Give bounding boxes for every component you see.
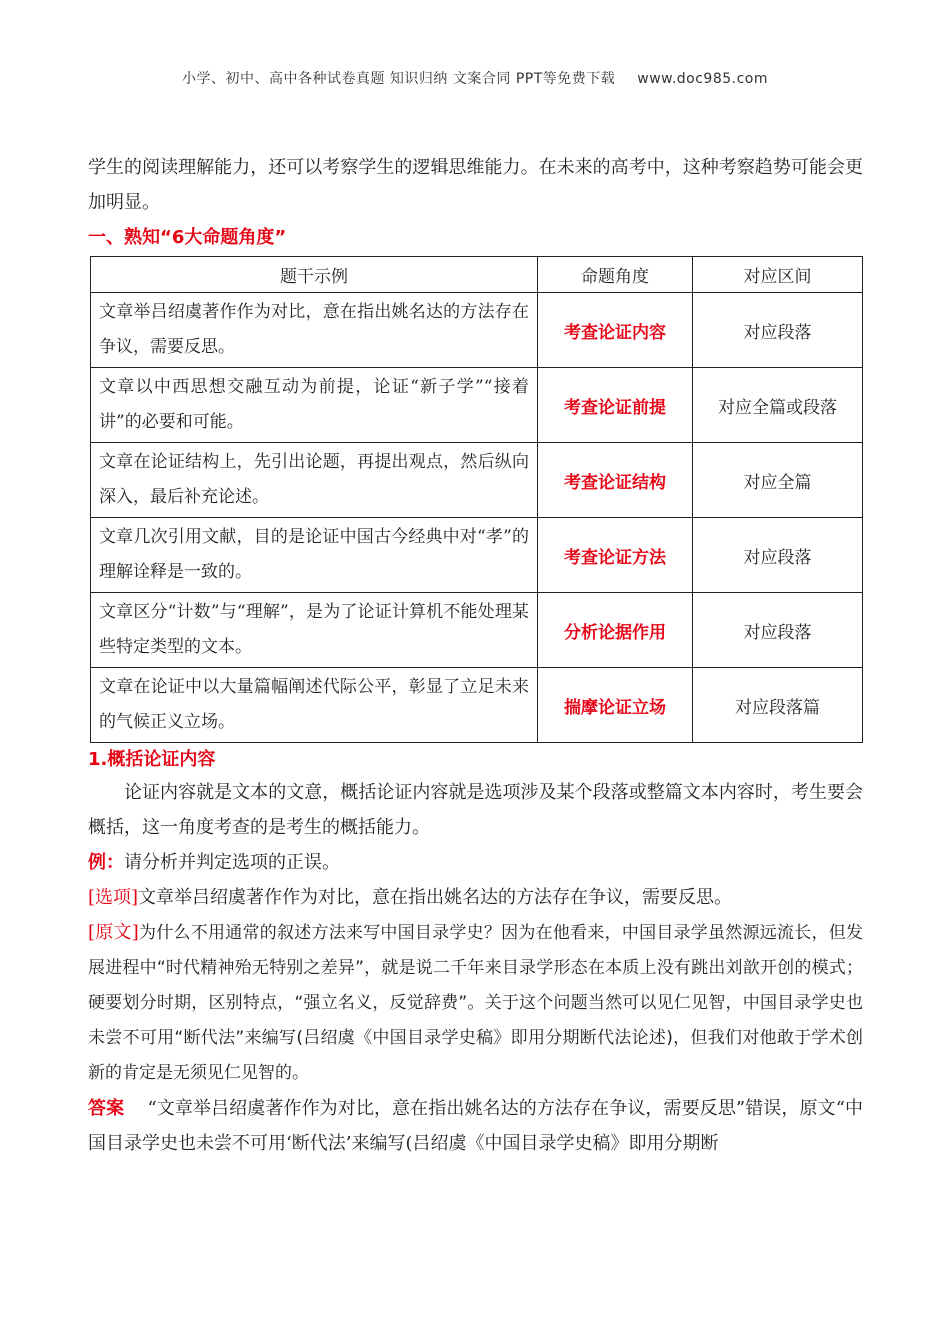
table-row bbox=[91, 443, 863, 518]
angle-table bbox=[90, 256, 863, 743]
header-url[interactable]: www.doc985.com bbox=[637, 71, 769, 87]
answer-block bbox=[88, 1091, 863, 1161]
angle-cell: 考查论证前提 bbox=[538, 368, 693, 443]
example-cell: 文章举吕绍虞著作作为对比，意在指出姚名达的方法存在争议，需要反思。 bbox=[91, 293, 538, 368]
subsection-title: 1.概括论证内容 bbox=[88, 749, 216, 770]
example-cell: 文章区分“计数”与“理解”，是为了论证计算机不能处理某些特定类型的文本。 bbox=[91, 593, 538, 668]
angle-cell: 考查论证内容 bbox=[538, 293, 693, 368]
range-cell: 对应段落 bbox=[693, 293, 863, 368]
answer-label: 答案 bbox=[88, 1098, 125, 1119]
table-row bbox=[91, 518, 863, 593]
table-row bbox=[91, 368, 863, 443]
example-line bbox=[88, 845, 863, 880]
table-header-cell: 命题角度 bbox=[538, 257, 693, 293]
example-cell: 文章以中西思想交融互动为前提，论证“新子学”“接着讲”的必要和可能。 bbox=[91, 368, 538, 443]
explanation-paragraph: 论证内容就是文本的文意，概括论证内容就是选项涉及某个段落或整篇文本内容时，考生要会概括，这一角度考查的是考生的概括能力。 bbox=[88, 782, 863, 838]
example-text: 请分析并判定选项的正误。 bbox=[124, 852, 340, 873]
page-content bbox=[88, 150, 863, 1161]
example-cell: 文章在论证结构上，先引出论题，再提出观点，然后纵向深入，最后补充论述。 bbox=[91, 443, 538, 518]
page-header bbox=[0, 68, 950, 88]
range-cell: 对应段落 bbox=[693, 593, 863, 668]
original-label: [原文] bbox=[88, 922, 139, 943]
example-cell: 文章在论证中以大量篇幅阐述代际公平，彰显了立足未来的气候正义立场。 bbox=[91, 668, 538, 743]
header-text: 小学、初中、高中各种试卷真题 知识归纳 文案合同 PPT等免费下载 bbox=[181, 71, 616, 87]
section-title: 一、熟知“6大命题角度” bbox=[88, 227, 287, 248]
table-row bbox=[91, 668, 863, 743]
angle-cell: 考查论证方法 bbox=[538, 518, 693, 593]
table-row bbox=[91, 593, 863, 668]
original-text-block bbox=[88, 915, 863, 1091]
option-label: [选项] bbox=[88, 887, 139, 908]
table-row bbox=[91, 293, 863, 368]
range-cell: 对应全篇 bbox=[693, 443, 863, 518]
original-text: 为什么不用通常的叙述方法来写中国目录学史？因为在他看来，中国目录学虽然源远流长，但发展进程中“时代精神殆无特别之差异”，就是说二千年来目录学形态在本质上没有跳出刘歆开创的模式；硬要划分时期，区别特点，“强立名义，反觉辞费”。关于这个问题当然可以见仁见智，中国目录学史也未尝不可用“断代法”来编写(吕绍虞《中国目录学史稿》即用分期断代法论述)，但我们对他敢于学术创新的肯定是无须见仁见智的。 bbox=[88, 923, 864, 1083]
example-cell: 文章几次引用文献，目的是论证中国古今经典中对“孝”的理解诠释是一致的。 bbox=[91, 518, 538, 593]
intro-paragraph: 学生的阅读理解能力，还可以考察学生的逻辑思维能力。在未来的高考中，这种考察趋势可能会更加明显。 bbox=[88, 157, 863, 213]
option-text: 文章举吕绍虞著作作为对比，意在指出姚名达的方法存在争议，需要反思。 bbox=[138, 887, 733, 908]
table-header-cell: 对应区间 bbox=[693, 257, 863, 293]
option-line bbox=[88, 880, 863, 915]
table-header-row bbox=[91, 257, 863, 293]
table-header-cell: 题干示例 bbox=[91, 257, 538, 293]
range-cell: 对应全篇或段落 bbox=[693, 368, 863, 443]
angle-cell: 揣摩论证立场 bbox=[538, 668, 693, 743]
answer-text: “文章举吕绍虞著作作为对比，意在指出姚名达的方法存在争议，需要反思”错误，原文“中国目录学史也未尝不可用‘断代法’来编写(吕绍虞《中国目录学史稿》即用分期断 bbox=[88, 1098, 863, 1154]
example-label: 例： bbox=[88, 852, 124, 873]
angle-cell: 分析论据作用 bbox=[538, 593, 693, 668]
range-cell: 对应段落 bbox=[693, 518, 863, 593]
angle-cell: 考查论证结构 bbox=[538, 443, 693, 518]
range-cell: 对应段落篇 bbox=[693, 668, 863, 743]
